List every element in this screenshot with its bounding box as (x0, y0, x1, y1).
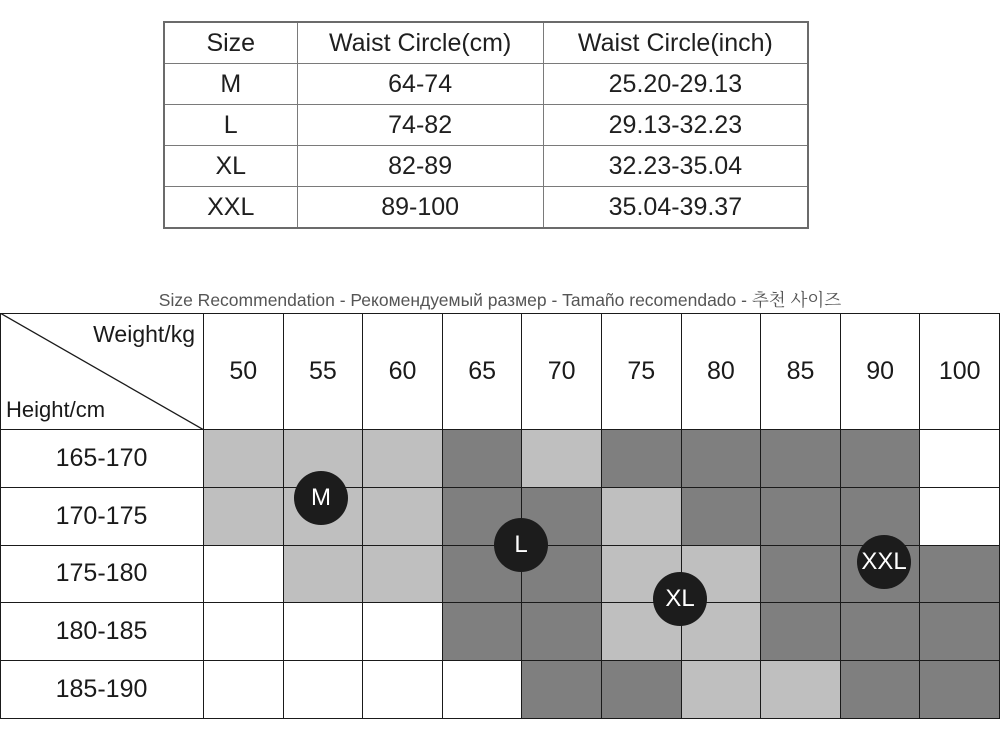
waist-size-table (163, 21, 809, 229)
grid-cell-light (204, 430, 284, 488)
grid-cell-dark (920, 603, 1000, 661)
height-row-label: 185-190 (0, 661, 204, 719)
grid-cell-white (284, 603, 364, 661)
grid-cell-light (363, 430, 443, 488)
size-cell: XL (164, 146, 297, 187)
size-badge-xxl: XXL (857, 535, 911, 589)
size-badge-m: M (294, 471, 348, 525)
weight-header-cell: 60 (363, 313, 443, 430)
table-row (164, 64, 808, 105)
weight-axis-label: Weight/kg (93, 321, 195, 347)
table-row (164, 105, 808, 146)
weight-header-cell: 90 (841, 313, 921, 430)
weight-header-cell: 100 (920, 313, 1000, 430)
grid-cell-dark (841, 430, 921, 488)
grid-cell-white (363, 661, 443, 719)
waist-table-header-row (164, 22, 808, 64)
grid-cell-light (522, 430, 602, 488)
grid-cell-white (204, 603, 284, 661)
height-row-label: 165-170 (0, 430, 204, 488)
grid-cell-white (920, 430, 1000, 488)
size-badge-xl: XL (653, 572, 707, 626)
weight-header-cell: 65 (443, 313, 523, 430)
header-waist-inch: Waist Circle(inch) (543, 22, 808, 64)
grid-cell-dark (841, 603, 921, 661)
weight-header-cell: 55 (284, 313, 364, 430)
grid-cell-dark (761, 603, 841, 661)
waist-inch-cell: 29.13-32.23 (543, 105, 808, 146)
header-size: Size (164, 22, 297, 64)
height-row-label: 180-185 (0, 603, 204, 661)
grid-cell-dark (920, 661, 1000, 719)
grid-cell-dark (602, 661, 682, 719)
grid-cell-light (761, 661, 841, 719)
weight-header-cell: 70 (522, 313, 602, 430)
grid-cell-dark (682, 430, 762, 488)
table-row (164, 187, 808, 229)
corner-header-cell (0, 313, 204, 430)
grid-cell-dark (602, 430, 682, 488)
waist-inch-cell: 35.04-39.37 (543, 187, 808, 229)
grid-cell-dark (761, 430, 841, 488)
size-recommendation-grid (0, 313, 1000, 719)
waist-cm-cell: 64-74 (297, 64, 543, 105)
weight-header-cell: 85 (761, 313, 841, 430)
waist-inch-cell: 25.20-29.13 (543, 64, 808, 105)
grid-cell-light (602, 488, 682, 546)
waist-cm-cell: 82-89 (297, 146, 543, 187)
grid-cell-light (284, 546, 364, 604)
height-row-label: 175-180 (0, 546, 204, 604)
grid-cell-dark (443, 603, 523, 661)
grid-cell-white (443, 661, 523, 719)
grid-cell-dark (841, 661, 921, 719)
grid-cell-dark (522, 603, 602, 661)
grid-cell-light (682, 661, 762, 719)
size-cell: XXL (164, 187, 297, 229)
table-row (164, 146, 808, 187)
header-waist-cm: Waist Circle(cm) (297, 22, 543, 64)
grid-cell-dark (920, 546, 1000, 604)
size-cell: M (164, 64, 297, 105)
recommendation-title: Size Recommendation - Рекомендуемый размер - Tamaño recomendado - 추천 사이즈 (158, 290, 842, 310)
grid-cell-light (204, 488, 284, 546)
weight-header-cell: 80 (682, 313, 762, 430)
grid-cell-dark (682, 488, 762, 546)
size-badge-l: L (494, 518, 548, 572)
grid-cell-white (204, 661, 284, 719)
grid-cell-dark (761, 546, 841, 604)
grid-cell-light (363, 546, 443, 604)
grid-cell-white (204, 546, 284, 604)
weight-header-cell: 50 (204, 313, 284, 430)
grid-cell-light (363, 488, 443, 546)
waist-inch-cell: 32.23-35.04 (543, 146, 808, 187)
height-axis-label: Height/cm (6, 397, 106, 422)
grid-cell-white (920, 488, 1000, 546)
size-cell: L (164, 105, 297, 146)
height-row-label: 170-175 (0, 488, 204, 546)
waist-cm-cell: 89-100 (297, 187, 543, 229)
waist-cm-cell: 74-82 (297, 105, 543, 146)
grid-cell-white (284, 661, 364, 719)
grid-cell-dark (761, 488, 841, 546)
grid-cell-white (363, 603, 443, 661)
grid-cell-dark (443, 430, 523, 488)
grid-cell-dark (522, 661, 602, 719)
weight-header-cell: 75 (602, 313, 682, 430)
